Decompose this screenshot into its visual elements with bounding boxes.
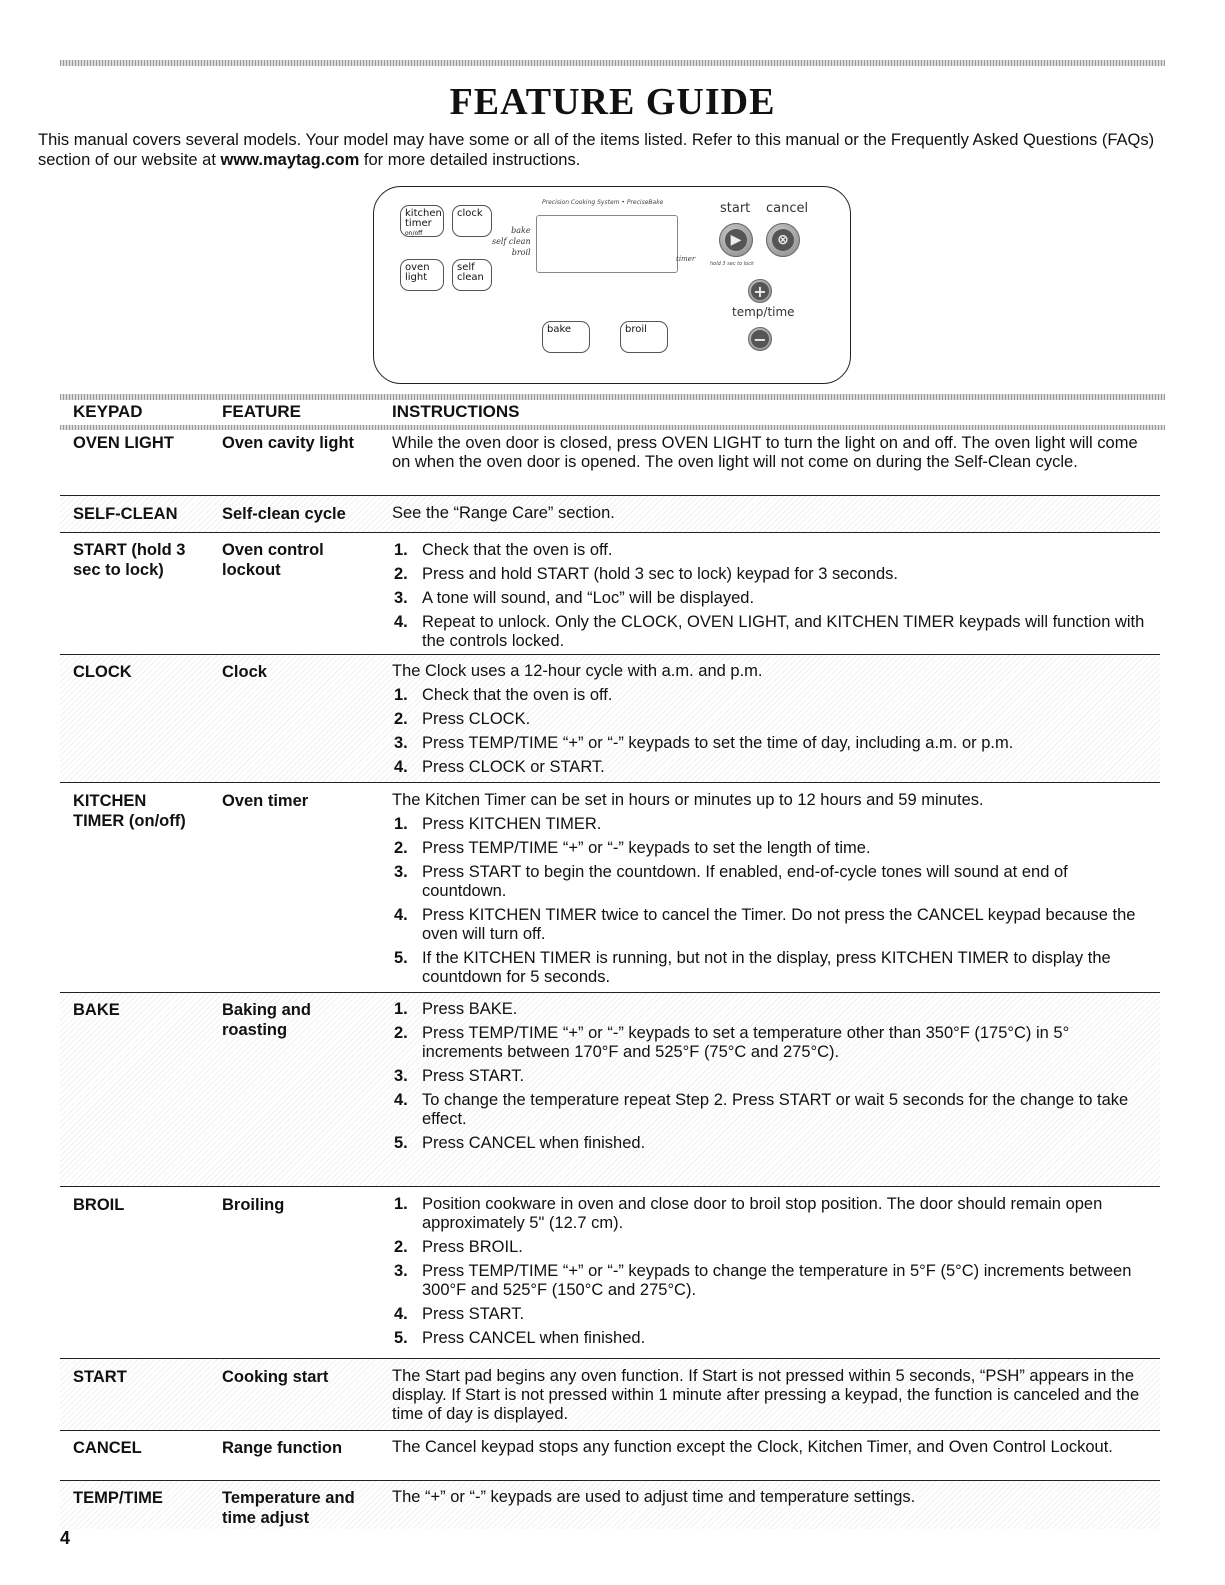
mode-bake: bake — [511, 226, 531, 235]
website-link: www.maytag.com — [220, 151, 360, 169]
row-keypad: CANCEL — [73, 1439, 142, 1457]
step-item: 1. Check that the oven is off. — [394, 686, 613, 704]
step-item: 1. Check that the oven is off. — [394, 541, 613, 559]
hold-to-lock-label: hold 3 sec to lock — [710, 261, 754, 267]
cancel-label: cancel — [766, 201, 809, 216]
step-text: A tone will sound, and “Loc” will be displayed. — [422, 589, 755, 607]
top-divider — [60, 60, 1165, 66]
row-instructions — [392, 791, 1152, 987]
step-text: Press START to begin the countdown. If enabled, end-of-cycle tones will sound at end of countdown. — [422, 863, 1068, 900]
step-item: 1. Position cookware in oven and close door to broil stop position. The door should remain open approximately 5" (12.7 cm). — [394, 1195, 1103, 1232]
row-feature: Baking and roasting — [222, 1001, 311, 1039]
feature-table — [60, 430, 1160, 1529]
instruction-text: The “+” or “-” keypads are used to adjust time and temperature settings. — [392, 1488, 916, 1506]
precision-label: Precision Cooking System • PreciseBake — [542, 199, 664, 206]
kitchen-timer-label: kitchen timer — [405, 208, 442, 229]
step-item: 3. Press START to begin the countdown. If enabled, end-of-cycle tones will sound at end of countdown. — [394, 863, 1068, 900]
instruction-text: The Start pad begins any oven function. If Start is not pressed within 5 seconds, “PSH” appears in the display. If Start is not pressed within 1 minute after pressing a keypad, the function is canceled and the time of day is displayed. — [392, 1367, 1140, 1423]
row-feature: Temperature and time adjust — [222, 1489, 355, 1527]
step-item: 1. Press KITCHEN TIMER. — [394, 815, 602, 833]
step-text: To change the temperature repeat Step 2. Press START or wait 5 seconds for the change to take effect. — [422, 1091, 1129, 1128]
table-row-clock — [60, 655, 1160, 783]
step-item: 3. Press TEMP/TIME “+” or “-” keypads to change the temperature in 5°F (5°C) increments between 300°F and 525°F (150°C and 275°C). — [394, 1262, 1132, 1299]
mode-broil: broil — [511, 248, 531, 257]
panel-display — [536, 215, 678, 273]
row-keypad: START (hold 3 sec to lock) — [73, 541, 186, 579]
table-row-self-clean — [60, 496, 1160, 533]
bake-key: bake — [542, 321, 590, 353]
temp-time-label: temp/time — [732, 305, 795, 319]
step-text: Position cookware in oven and close door to broil stop position. The door should remain open approximately 5" (12.7 cm). — [422, 1195, 1103, 1232]
cancel-key — [766, 223, 800, 257]
step-item: 2. Press CLOCK. — [394, 710, 531, 728]
instruction-text: The Cancel keypad stops any function except the Clock, Kitchen Timer, and Oven Control Lockout. — [392, 1438, 1113, 1456]
intro-text-after: for more detailed instructions. — [359, 151, 581, 169]
step-text: Press START. — [422, 1067, 525, 1085]
row-keypad: CLOCK — [73, 663, 132, 681]
step-text: Press TEMP/TIME “+” or “-” keypads to set a temperature other than 350°F (175°C) in 5° increments between 170°F and 525°F (75°C and 275°C). — [422, 1024, 1070, 1061]
row-instructions — [392, 434, 1152, 472]
self-clean-key: self clean — [452, 259, 492, 291]
plus-key — [748, 279, 772, 303]
row-keypad: KITCHEN TIMER (on/off) — [73, 792, 186, 830]
intro-paragraph — [38, 130, 1178, 170]
page-number: 4 — [60, 1528, 71, 1548]
row-keypad: BAKE — [73, 1001, 120, 1019]
section-divider — [60, 394, 1165, 400]
step-item: 3. Press START. — [394, 1067, 525, 1085]
row-feature: Self-clean cycle — [222, 505, 346, 523]
step-item: 3. Press TEMP/TIME “+” or “-” keypads to set the time of day, including a.m. or p.m. — [394, 734, 1014, 752]
row-feature: Range function — [222, 1439, 343, 1457]
minus-icon: − — [751, 330, 769, 348]
row-instructions — [392, 1367, 1152, 1424]
step-item: 2. Press TEMP/TIME “+” or “-” keypads to set a temperature other than 350°F (175°C) in 5° increments between 170°F and 525°F (75°C and 275°C). — [394, 1024, 1070, 1061]
step-text: Press and hold START (hold 3 sec to lock) keypad for 3 seconds. — [422, 565, 898, 583]
oven-light-key: oven light — [400, 259, 444, 291]
step-item: 4. Press START. — [394, 1305, 525, 1323]
step-text: Repeat to unlock. Only the CLOCK, OVEN LIGHT, and KITCHEN TIMER keypads will function with the controls locked. — [422, 613, 1145, 650]
row-instructions — [392, 995, 1152, 1153]
row-instructions — [392, 504, 1152, 523]
step-text: Check that the oven is off. — [422, 686, 613, 704]
step-text: Press CANCEL when finished. — [422, 1134, 646, 1152]
step-text: Press CLOCK or START. — [422, 758, 605, 776]
table-row-start — [60, 1359, 1160, 1431]
row-keypad: SELF-CLEAN — [73, 505, 178, 523]
row-instructions — [392, 662, 1152, 777]
page-title: FEATURE GUIDE — [449, 81, 776, 123]
play-icon: ▶ — [725, 229, 747, 251]
table-row-oven-light — [60, 430, 1160, 496]
row-feature: Clock — [222, 663, 267, 681]
row-feature: Broiling — [222, 1196, 285, 1214]
step-item: 4. Press CLOCK or START. — [394, 758, 605, 776]
intro-text-before: This manual covers several models. Your model may have some or all of the items listed. Refer to this manual or the Frequently Asked Questions (FAQs) section of our website at — [38, 131, 1155, 169]
step-item: 4. Press KITCHEN TIMER twice to cancel the Timer. Do not press the CANCEL keypad because the oven will turn off. — [394, 906, 1136, 943]
table-row-broil — [60, 1187, 1160, 1359]
row-keypad: BROIL — [73, 1196, 125, 1214]
step-text: Press KITCHEN TIMER. — [422, 815, 602, 833]
step-text: Press START. — [422, 1305, 525, 1323]
timer-label: timer — [676, 255, 696, 263]
table-row-start-lock — [60, 533, 1160, 655]
start-label: start — [720, 201, 751, 216]
plus-icon: + — [751, 282, 769, 300]
step-item: 5. Press CANCEL when finished. — [394, 1329, 646, 1347]
step-item: 5. If the KITCHEN TIMER is running, but not in the display, press KITCHEN TIMER to display the countdown for 5 seconds. — [394, 949, 1111, 986]
step-text: Press TEMP/TIME “+” or “-” keypads to set the length of time. — [422, 839, 871, 857]
keypad-header: KEYPAD — [73, 402, 143, 421]
feature-header: FEATURE — [222, 402, 302, 421]
instruction-text: The Clock uses a 12-hour cycle with a.m. and p.m. — [392, 662, 763, 680]
step-item: 5. Press CANCEL when finished. — [394, 1134, 646, 1152]
mode-labels — [492, 225, 531, 258]
instruction-text: See the “Range Care” section. — [392, 504, 615, 522]
table-row-temp-time — [60, 1481, 1160, 1529]
instructions-header: INSTRUCTIONS — [392, 402, 520, 421]
row-keypad: START — [73, 1368, 127, 1386]
step-item: 4. To change the temperature repeat Step 2. Press START or wait 5 seconds for the change to take effect. — [394, 1091, 1129, 1128]
step-item: 2. Press BROIL. — [394, 1238, 523, 1256]
row-feature: Oven cavity light — [222, 434, 355, 452]
kitchen-timer-key — [400, 205, 444, 237]
step-item: 2. Press TEMP/TIME “+” or “-” keypads to set the length of time. — [394, 839, 871, 857]
step-item: 3. A tone will sound, and “Loc” will be displayed. — [394, 589, 755, 607]
step-text: Check that the oven is off. — [422, 541, 613, 559]
row-instructions — [392, 536, 1152, 651]
row-instructions — [392, 1190, 1152, 1348]
minus-key — [748, 327, 772, 351]
row-instructions — [392, 1438, 1152, 1457]
step-item: 1. Press BAKE. — [394, 1000, 518, 1018]
clock-key: clock — [452, 205, 492, 237]
table-row-bake — [60, 993, 1160, 1187]
step-text: Press BROIL. — [422, 1238, 523, 1256]
broil-key: broil — [620, 321, 668, 353]
table-row-cancel — [60, 1431, 1160, 1481]
instruction-text: While the oven door is closed, press OVEN LIGHT to turn the light on and off. The oven light will come on when the oven door is opened. The oven light will not come on during the Self-Clean cycle. — [392, 434, 1138, 471]
control-panel-diagram — [373, 186, 851, 384]
step-item: 2. Press and hold START (hold 3 sec to lock) keypad for 3 seconds. — [394, 565, 898, 583]
start-key — [719, 223, 753, 257]
table-header — [73, 402, 1163, 426]
step-text: If the KITCHEN TIMER is running, but not in the display, press KITCHEN TIMER to display the countdown for 5 seconds. — [422, 949, 1111, 986]
step-item: 4. Repeat to unlock. Only the CLOCK, OVEN LIGHT, and KITCHEN TIMER keypads will function with the controls locked. — [394, 613, 1145, 650]
row-instructions — [392, 1488, 1152, 1507]
step-text: Press BAKE. — [422, 1000, 518, 1018]
cancel-x-icon: ⊗ — [772, 229, 794, 251]
step-text: Press KITCHEN TIMER twice to cancel the Timer. Do not press the CANCEL keypad because the oven will turn off. — [422, 906, 1136, 943]
step-text: Press CLOCK. — [422, 710, 531, 728]
mode-self-clean: self clean — [492, 237, 531, 246]
step-text: Press TEMP/TIME “+” or “-” keypads to change the temperature in 5°F (5°C) increments between 300°F and 525°F (150°C and 275°C). — [422, 1262, 1132, 1299]
step-text: Press TEMP/TIME “+” or “-” keypads to set the time of day, including a.m. or p.m. — [422, 734, 1014, 752]
row-feature: Oven control lockout — [222, 541, 324, 579]
step-text: Press CANCEL when finished. — [422, 1329, 646, 1347]
row-keypad: OVEN LIGHT — [73, 434, 174, 452]
row-keypad: TEMP/TIME — [73, 1489, 163, 1507]
table-row-kitchen-timer — [60, 783, 1160, 993]
row-feature: Cooking start — [222, 1368, 329, 1386]
row-feature: Oven timer — [222, 792, 309, 810]
kitchen-timer-sublabel: on/off — [405, 230, 423, 237]
instruction-text: The Kitchen Timer can be set in hours or minutes up to 12 hours and 59 minutes. — [392, 791, 984, 809]
